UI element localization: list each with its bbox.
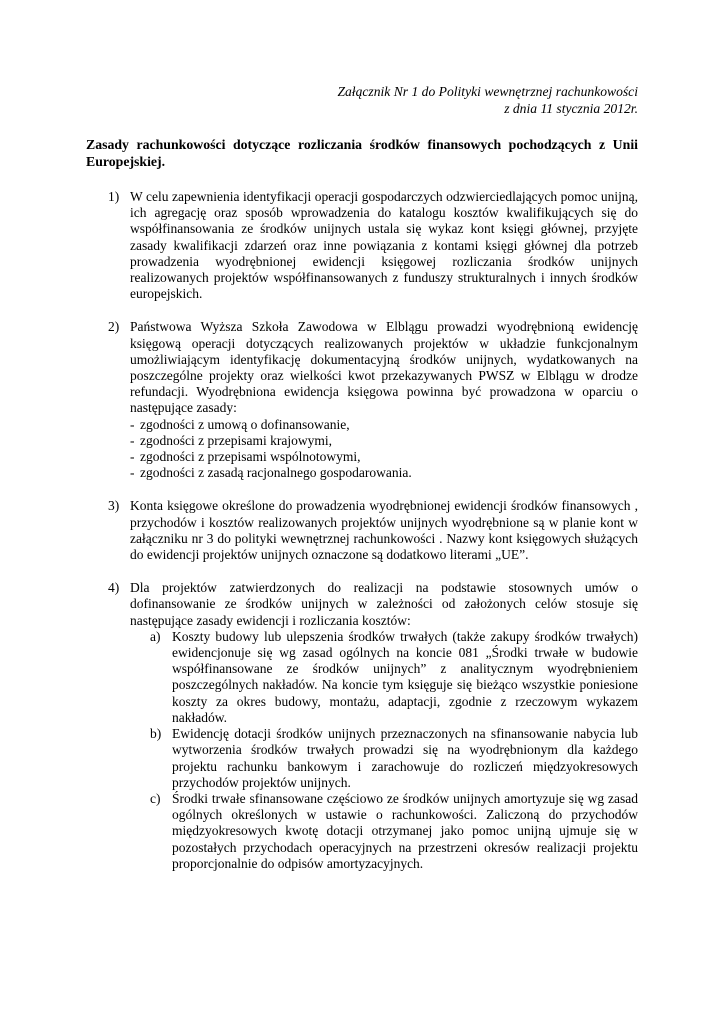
- list-item-1: [108, 189, 638, 302]
- document-title: Zasady rachunkowości dotyczące rozliczania środków finansowych pochodzących z Unii Europejskiej.: [86, 137, 638, 169]
- dash-item: [130, 417, 638, 433]
- header-line-2: z dnia 11 stycznia 2012r.: [504, 101, 638, 116]
- sub-item-letter: a): [150, 628, 161, 644]
- sub-item-c: [130, 791, 638, 872]
- dash-bullet: -: [130, 449, 135, 465]
- sub-item-text: Koszty budowy lub ulepszenia środków trwałych (także zakupy środków trwałych) ewidencjonuje się wg zasad ogólnych na koncie 081 „Środki trwałe w budowie współfinansowane ze środków unijnych” z analitycznym wyodrębnieniem poszczególnych nakładów. Na koncie tym księguje się bieżąco wszystkie poniesione koszty za okres budowy, montażu, adaptacji, zgodnie z rzeczowym wykazem nakładów.: [172, 628, 638, 725]
- sub-item-b: [130, 726, 638, 791]
- item-text: Państwowa Wyższa Szkoła Zawodowa w Elblągu prowadzi wyodrębnioną ewidencję księgową operacji dotyczących realizowanych projektów w układzie funkcjonalnym umożliwiającym identyfikację dokumentacyjną środków unijnych, wydatkowanych na poszczególne projekty oraz wielkości kwot przekazywanych PWSZ w Elblągu w drodze refundacji. Wyodrębniona ewidencja księgowa powinna być prowadzona w oparciu o następujące zasady:: [130, 319, 638, 416]
- dash-text: zgodności z przepisami wspólnotowymi,: [140, 449, 361, 465]
- item-number: 3): [108, 498, 120, 514]
- sub-item-letter: b): [150, 726, 162, 742]
- item-number: 2): [108, 319, 120, 335]
- list-item-2: [108, 319, 638, 481]
- dash-bullet: -: [130, 465, 135, 481]
- dash-text: zgodności z zasadą racjonalnego gospodarowania.: [140, 465, 412, 481]
- dash-bullet: -: [130, 416, 135, 432]
- dash-item: [130, 449, 638, 465]
- header-line-1: Załącznik Nr 1 do Polityki wewnętrznej rachunkowości: [337, 84, 638, 99]
- item-text: W celu zapewnienia identyfikacji operacji gospodarczych odzwierciedlających pomoc unijną, ich agregację oraz sposób wprowadzenia do katalogu kosztów kwalifikujących się do współfinansowania ze środków unijnych ustala się wykaz kont księgi głównej, przyjęte zasady kwalifikacji zdarzeń oraz inne powiązania z kontami księgi głównej dla potrzeb prowadzenia wyodrębnionej ewidencji księgowej rozliczania środków unijnych realizowanych projektów współfinansowanych z funduszy strukturalnych i innych środków europejskich.: [130, 189, 638, 302]
- item-text: Konta księgowe określone do prowadzenia wyodrębnionej ewidencji środków finansowych , przychodów i kosztów realizowanych projektów unijnych wyodrębnione są w planie kont w załączniku nr 3 do polityki wewnętrznej rachunkowości . Nazwy kont księgowych służących do ewidencji projektów unijnych oznaczone są dodatkowo literami „UE”.: [130, 498, 638, 563]
- item-number: 1): [108, 189, 120, 204]
- sub-item-text: Środki trwałe sfinansowane częściowo ze środków unijnych amortyzuje się wg zasad ogólnych określonych w ustawie o rachunkowości. Zaliczoną do przychodów międzyokresowych kwotę dotacji otrzymanej jako pomoc unijną ujmuje się w pozostałych przychodach operacyjnych na przestrzeni okresów realizacji projektu proporcjonalnie do odpisów amortyzacyjnych.: [172, 790, 638, 871]
- attachment-header: [337, 83, 638, 117]
- dash-text: zgodności z umową o dofinansowanie,: [140, 416, 350, 432]
- dash-item: [130, 433, 638, 449]
- sub-item-letter: c): [150, 790, 161, 806]
- dash-item: [130, 465, 638, 481]
- item-text: Dla projektów zatwierdzonych do realizacji na podstawie stosownych umów o dofinansowanie ze środków unijnych w zależności od założonych celów stosuje się następujące zasady ewidencji i rozliczania kosztów:: [130, 580, 638, 628]
- dash-text: zgodności z przepisami krajowymi,: [140, 432, 332, 448]
- rules-list: [108, 189, 638, 889]
- dash-bullet: -: [130, 432, 135, 448]
- sub-item-text: Ewidencję dotacji środków unijnych przeznaczonych na sfinansowanie nabycia lub wytworzenia środków trwałych prowadzi się na wyodrębnionym dla każdego projektu rachunku bankowym i zarachowuje do rozliczeń międzyokresowych przychodów projektów unijnych.: [172, 726, 638, 790]
- item-number: 4): [108, 580, 120, 596]
- list-item-4: [108, 580, 638, 872]
- list-item-3: [108, 498, 638, 563]
- sub-item-a: [130, 629, 638, 726]
